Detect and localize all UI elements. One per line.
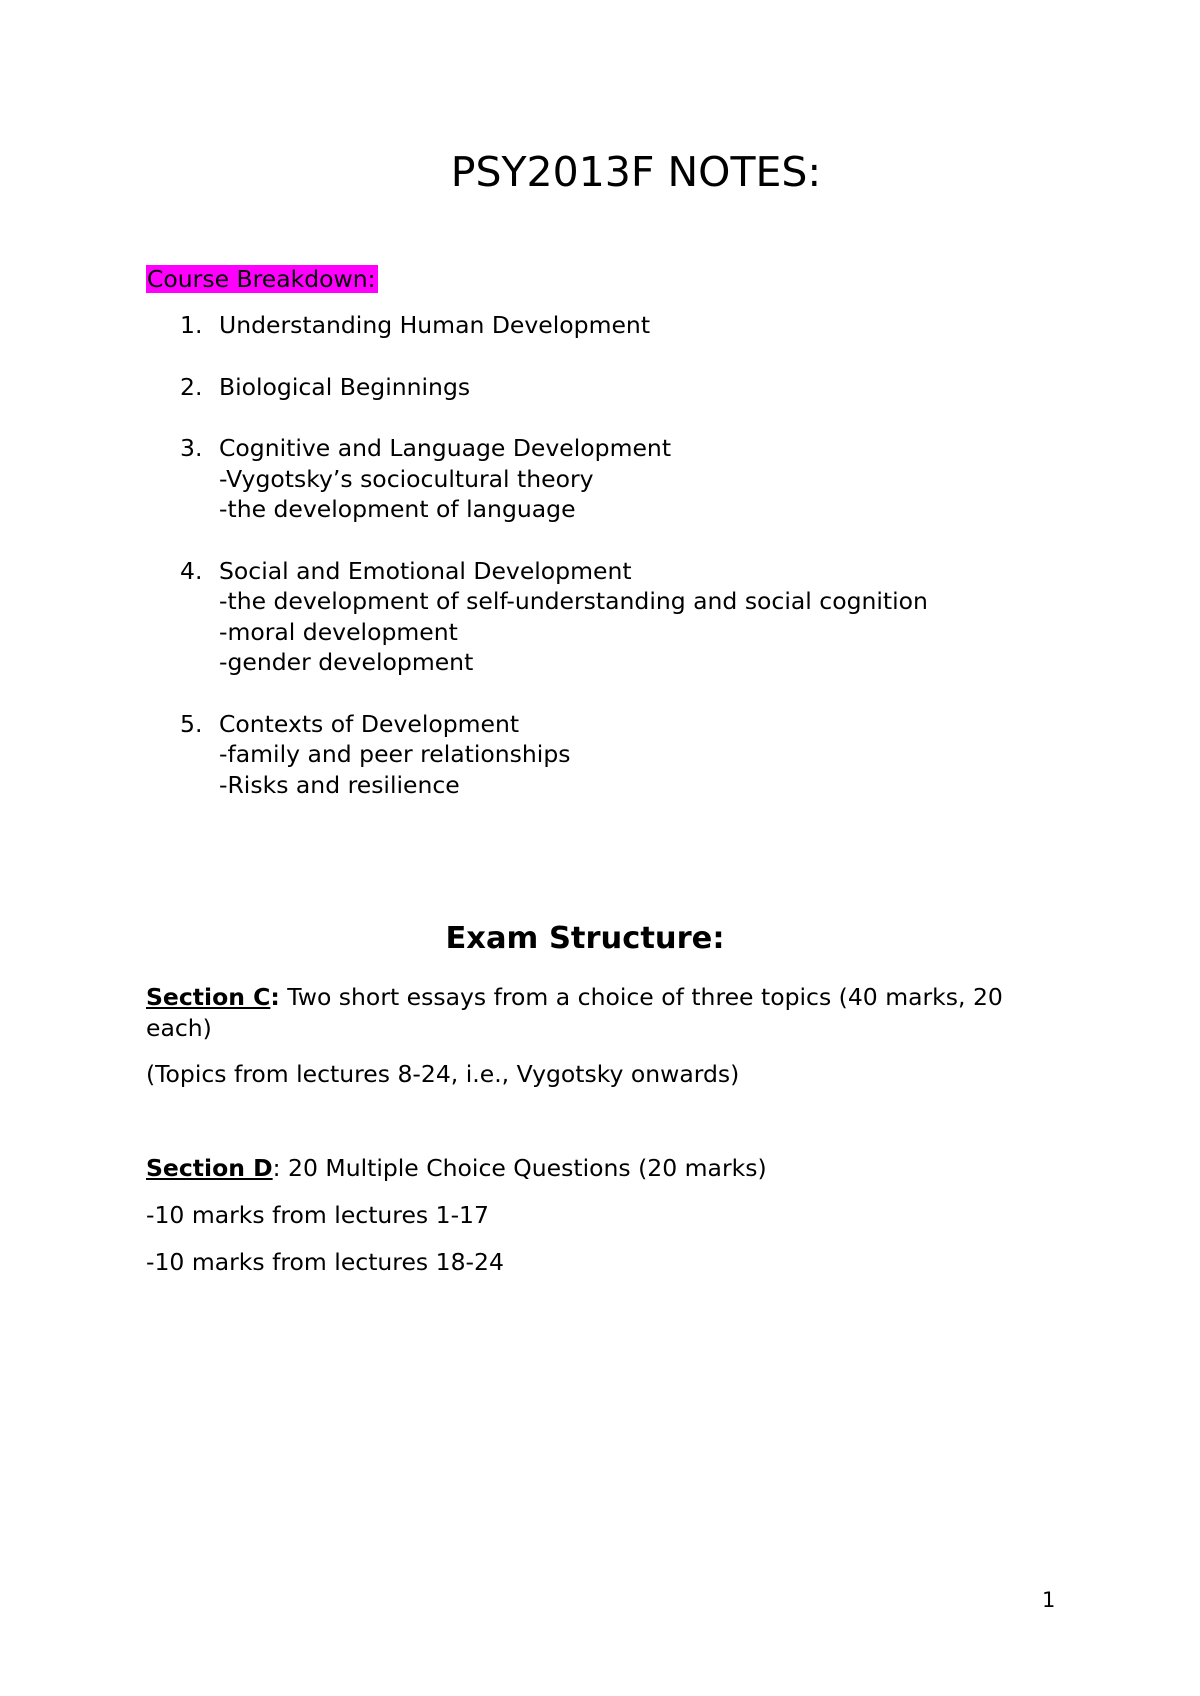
subtopic: -the development of self-understanding and social cognition [219,587,928,615]
section-d-label: Section D [146,1154,273,1182]
section-c-note: (Topics from lectures 8-24, i.e., Vygotsky onwards) [146,1060,740,1088]
topic-item [146,709,1106,801]
subtopic: -the development of language [219,495,576,523]
topic-title: Contexts of Development [219,709,520,738]
section-d-text: 20 Multiple Choice Questions (20 marks) [280,1154,767,1182]
topic-number: 4. [180,556,203,585]
section-c-label: Section C [146,983,271,1011]
topic-number: 1. [180,311,203,339]
topic-title: Social and Emotional Development [219,556,632,585]
course-topic-list [146,310,1106,831]
topic-title: Cognitive and Language Development [219,434,672,462]
exam-structure-heading: Exam Structure: [445,921,725,956]
section-c-colon: : [270,983,280,1011]
page-number: 1 [1042,1588,1056,1612]
course-breakdown-label: Course Breakdown: [147,265,376,293]
section-d-description [146,1153,1076,1184]
topic-number: 5. [180,709,203,738]
topic-item [146,556,1106,678]
topic-item [146,310,1106,341]
section-d-line-1: -10 marks from lectures 1-17 [146,1201,489,1229]
topic-title: Understanding Human Development [219,311,651,339]
subtopic: -moral development [219,617,458,646]
topic-item [146,372,1106,403]
subtopic: -Vygotsky’s sociocultural theory [219,464,594,493]
topic-number: 2. [180,372,203,401]
course-breakdown-heading [146,265,378,293]
subtopic: -family and peer relationships [219,740,571,768]
section-d-colon: : [272,1154,281,1182]
section-c-text: Two short essays from a choice of three topics (40 marks, 20 each) [146,983,1003,1042]
topic-item [146,433,1106,525]
topic-number: 3. [180,434,203,462]
subtopic: -gender development [219,648,474,676]
page-title: PSY2013F NOTES: [450,148,822,196]
subtopic: -Risks and resilience [219,770,460,799]
section-c-description [146,982,1076,1043]
section-d-line-2: -10 marks from lectures 18-24 [146,1248,504,1276]
topic-title: Biological Beginnings [219,372,471,401]
